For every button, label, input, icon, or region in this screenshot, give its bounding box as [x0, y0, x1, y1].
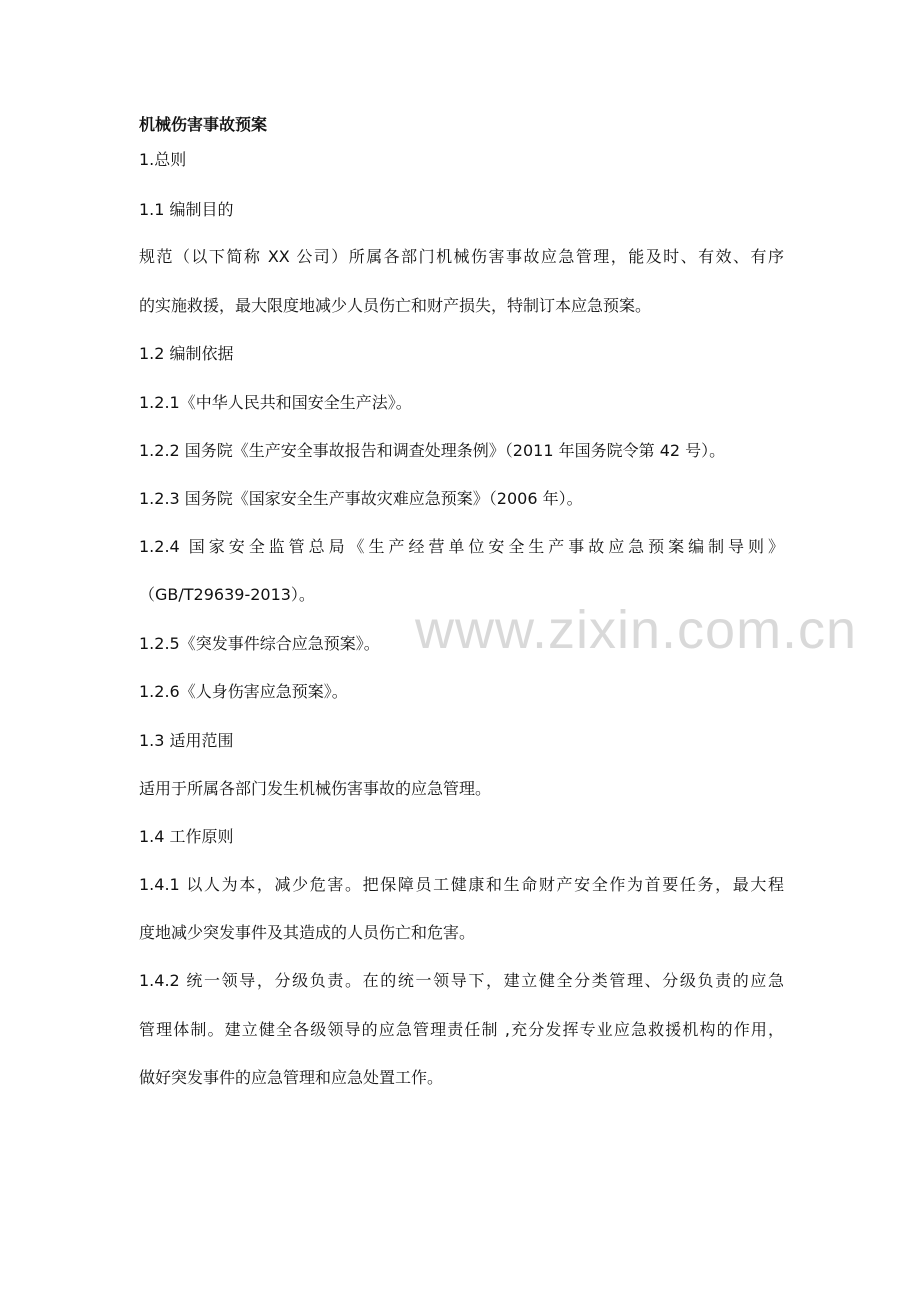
list-item: 1.2.4 国家安全监管总局《生产经营单位安全生产事故应急预案编制导则》	[139, 537, 784, 556]
paragraph-line: 1.4.2 统一领导，分级负责。在的统一领导下，建立健全分类管理、分级负责的应急	[139, 971, 784, 990]
paragraph-line: 规范（以下简称 XX 公司）所属各部门机械伤害事故应急管理，能及时、有效、有序	[139, 247, 784, 266]
paragraph-line: 1.4.1 以人为本，减少危害。把保障员工健康和生命财产安全作为首要任务，最大程	[139, 875, 784, 894]
section-heading-scope: 1.3 适用范围	[139, 731, 234, 750]
section-heading-purpose: 1.1 编制目的	[139, 200, 234, 219]
section-heading-basis: 1.2 编制依据	[139, 344, 234, 363]
list-item: 1.2.2 国务院《生产安全事故报告和调查处理条例》（2011 年国务院令第 42 号）。	[139, 441, 726, 460]
section-heading-general: 1.总则	[139, 150, 187, 169]
paragraph-line: 做好突发事件的应急管理和应急处置工作。	[139, 1068, 444, 1087]
watermark: www.zixin.com.cn	[415, 600, 858, 660]
section-heading-principles: 1.4 工作原则	[139, 827, 234, 846]
paragraph-line: 适用于所属各部门发生机械伤害事故的应急管理。	[139, 779, 492, 798]
list-item: 1.2.1《中华人民共和国安全生产法》。	[139, 393, 412, 412]
paragraph-line: 度地减少突发事件及其造成的人员伤亡和危害。	[139, 923, 476, 942]
list-item: 1.2.6《人身伤害应急预案》。	[139, 682, 348, 701]
paragraph-line: 管理体制。建立健全各级领导的应急管理责任制 ,充分发挥专业应急救援机构的作用，	[139, 1020, 784, 1039]
list-item-continuation: （GB/T29639-2013）。	[139, 585, 315, 604]
list-item: 1.2.3 国务院《国家安全生产事故灾难应急预案》（2006 年）。	[139, 489, 583, 508]
list-item: 1.2.5《突发事件综合应急预案》。	[139, 634, 380, 653]
paragraph-line: 的实施救援，最大限度地减少人员伤亡和财产损失，特制订本应急预案。	[139, 296, 652, 315]
document-title: 机械伤害事故预案	[139, 115, 268, 134]
